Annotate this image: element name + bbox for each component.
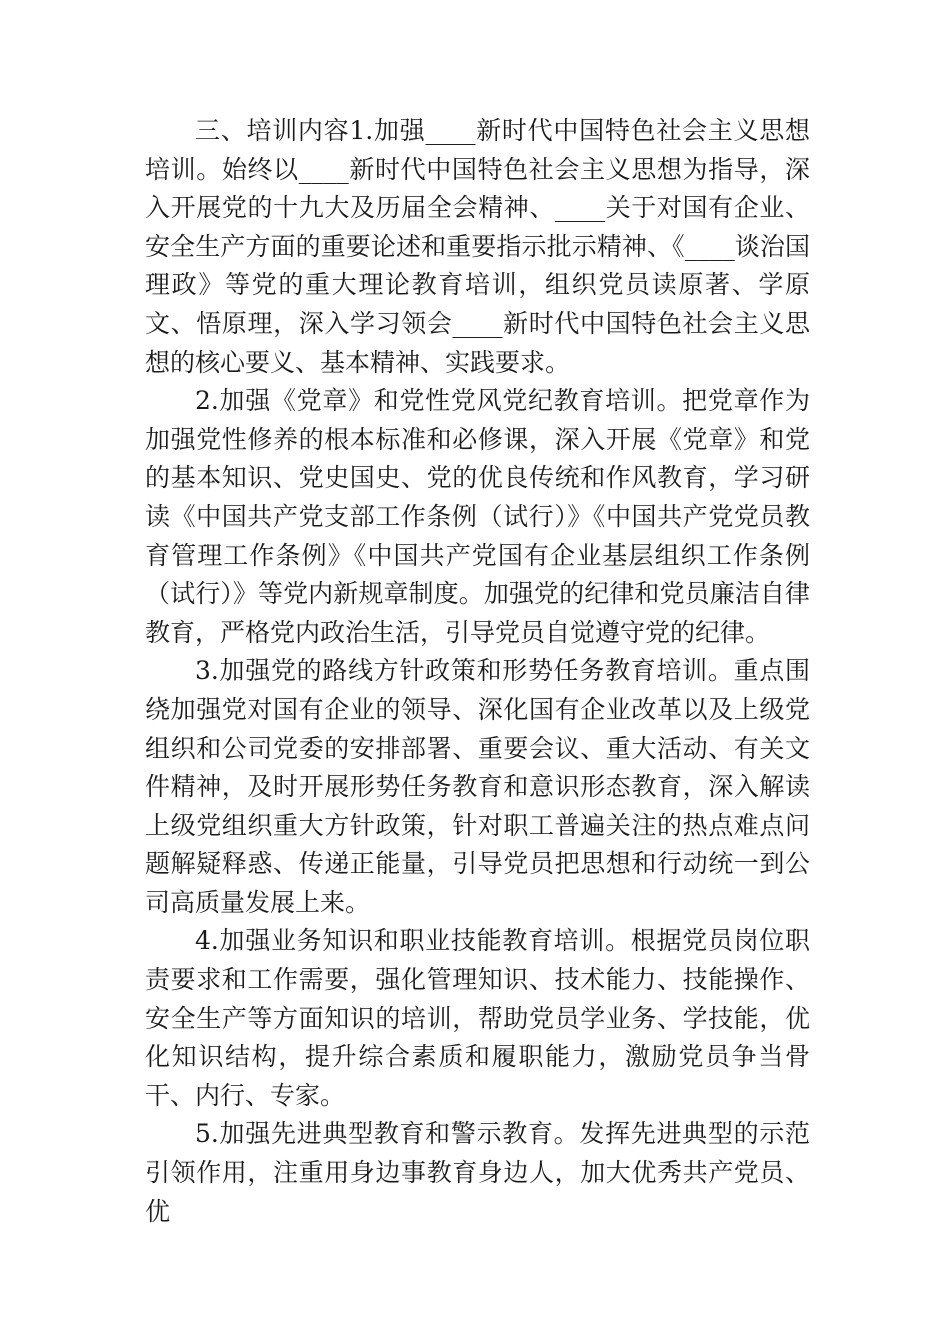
paragraph-party-constitution: 2.加强《党章》和党性党风党纪教育培训。把党章作为加强党性修养的根本标准和必修课，深入开展《党章》和党的基本知识、党史国史、党的优良传统和作风教育，学习研读《中国共产党支部工作条例（试行）》《中国共产党党员教育管理工作条例》《中国共产党国有企业基层组织工作条例（试行）》等党内新规章制度。加强党的纪律和党员廉洁自律教育，严格党内政治生活，引导党员自觉遵守党的纪律。	[145, 386, 810, 647]
paragraph-business-skills: 4.加强业务知识和职业技能教育培训。根据党员岗位职责要求和工作需要，强化管理知识、技术能力、技能操作、安全生产等方面知识的培训，帮助党员学业务、学技能，优化知识结构，提升综合素质和履职能力，激励党员争当骨干、内行、专家。	[145, 926, 810, 1110]
paragraph-advanced-models: 5.加强先进典型教育和警示教育。发挥先进典型的示范引领作用，注重用身边事教育身边人，加大优秀共产党员、优	[145, 1119, 810, 1226]
document-body	[145, 112, 810, 1231]
paragraph-training-content: 三、培训内容1.加强____新时代中国特色社会主义思想培训。始终以____新时代中国特色社会主义思想为指导，深入开展党的十九大及历届全会精神、____关于对国有企业、安全生产方面的重要论述和重要指示批示精神、《____谈治国理政》等党的重大理论教育培训，组织党员读原著、学原文、悟原理，深入学习领会____新时代中国特色社会主义思想的核心要义、基本精神、实践要求。	[145, 116, 810, 377]
paragraph-party-line-policy: 3.加强党的路线方针政策和形势任务教育培训。重点围绕加强党对国有企业的领导、深化国有企业改革以及上级党组织和公司党委的安排部署、重要会议、重大活动、有关文件精神，及时开展形势任务教育和意识形态教育，深入解读上级党组织重大方针政策，针对职工普遍关注的热点难点问题解疑释惑、传递正能量，引导党员把思想和行动统一到公司高质量发展上来。	[145, 656, 810, 917]
